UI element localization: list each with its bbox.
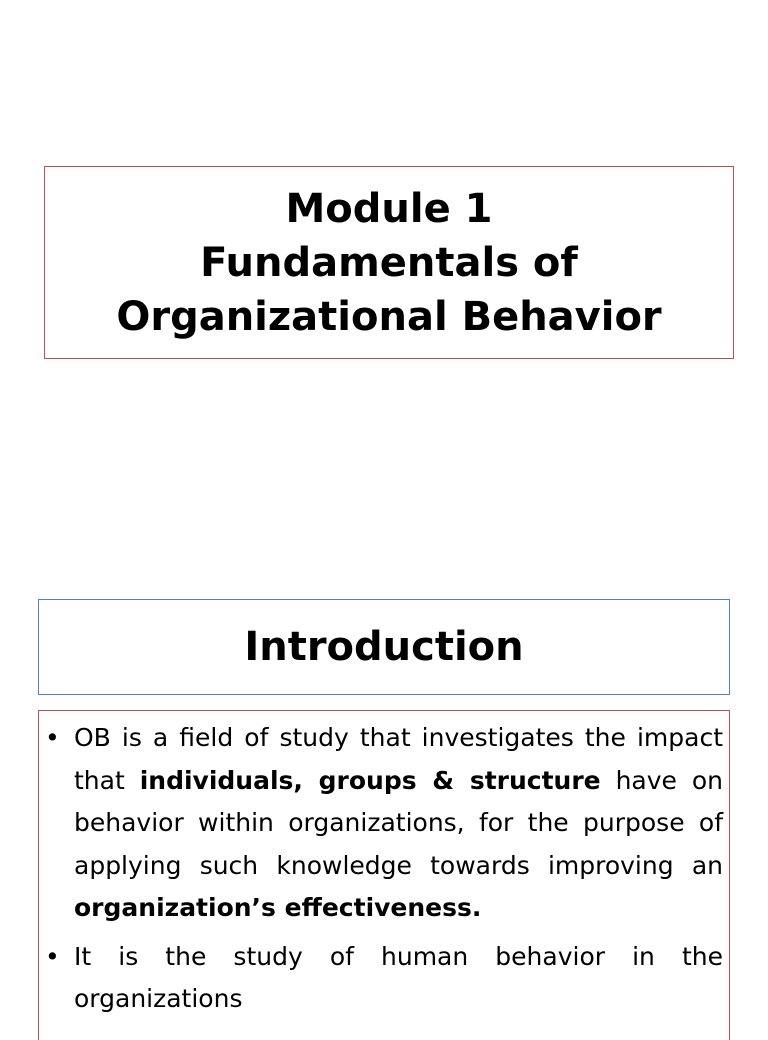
bullet-marker: • bbox=[45, 941, 60, 971]
bullet-marker: • bbox=[45, 723, 60, 752]
bullet-text-part: have on behavior within organizations, for the purpose of applying such knowledge towards improving an bbox=[74, 765, 723, 880]
module-title-line-2: Fundamentals of bbox=[200, 239, 578, 286]
module-title-line-3: Organizational Behavior bbox=[116, 293, 662, 340]
content-box bbox=[38, 710, 730, 1040]
module-title-box bbox=[44, 166, 734, 359]
bullet-bold-text: organization’s effectiveness bbox=[74, 893, 472, 922]
bullet-list bbox=[45, 717, 723, 1021]
section-heading: Introduction bbox=[244, 624, 524, 670]
bullet-item-definition bbox=[45, 717, 723, 930]
bullet-text-part: . bbox=[471, 893, 482, 922]
bullet-text-part: OB is a field of study that investigates the impact that bbox=[74, 723, 723, 795]
module-title-line-1: Module 1 bbox=[285, 185, 493, 232]
bullet-text: It is the study of human behavior in the organizations bbox=[74, 941, 723, 1013]
section-heading-box bbox=[38, 599, 730, 695]
bullet-item-study bbox=[45, 936, 723, 1021]
bullet-bold-text: individuals, groups & structure bbox=[139, 765, 601, 795]
